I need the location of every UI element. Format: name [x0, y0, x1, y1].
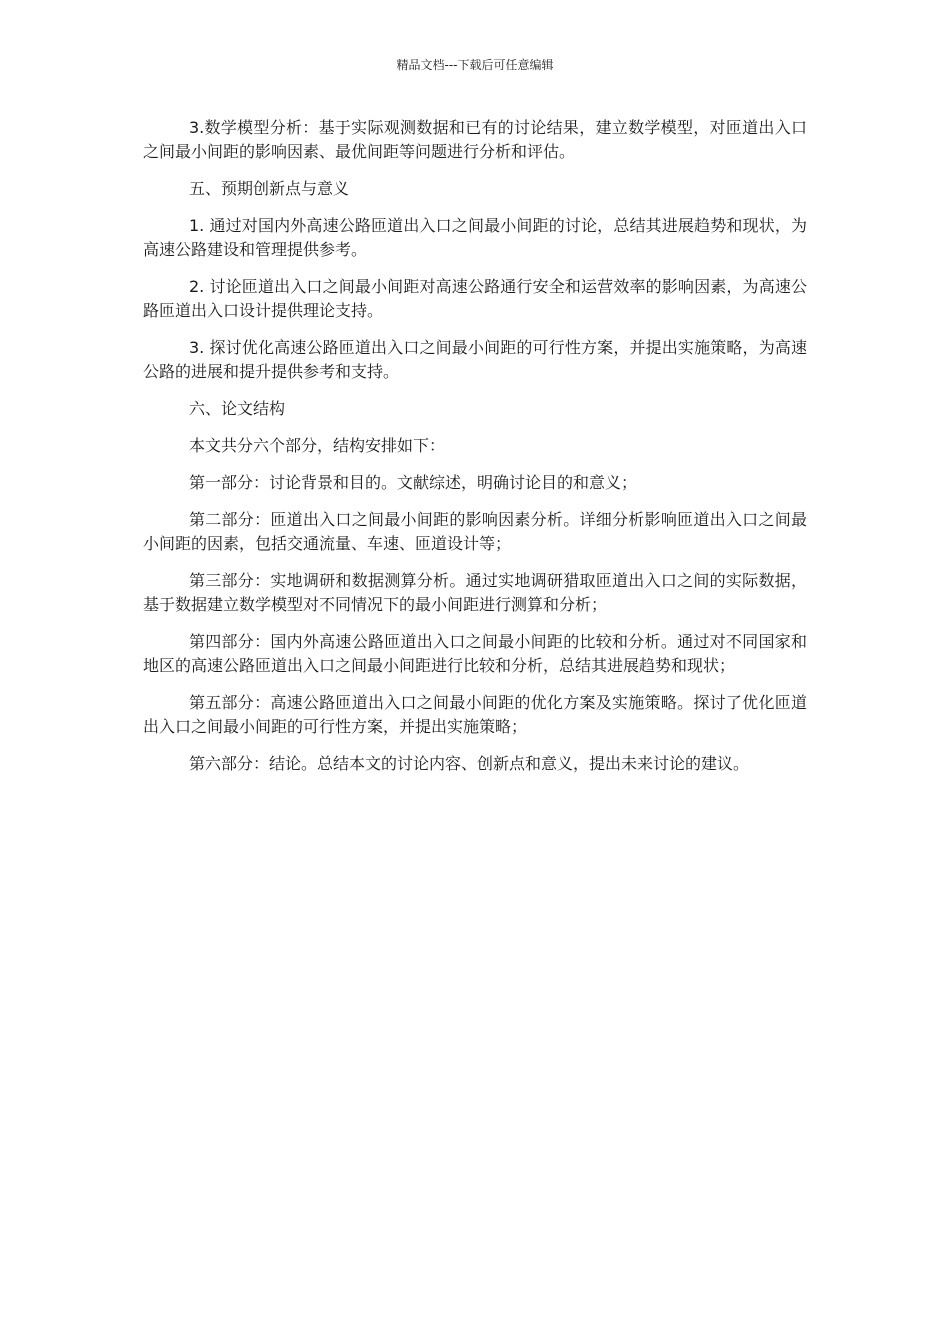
paragraph-part-4: 第四部分：国内外高速公路匝道出入口之间最小间距的比较和分析。通过对不同国家和地区的高速公路匝道出入口之间最小间距进行比较和分析，总结其进展趋势和现状；	[143, 632, 807, 675]
paragraph-innovation-3: 3. 探讨优化高速公路匝道出入口之间最小间距的可行性方案，并提出实施策略，为高速公路的进展和提升提供参考和支持。	[143, 338, 807, 381]
paragraph-part-5: 第五部分：高速公路匝道出入口之间最小间距的优化方案及实施策略。探讨了优化匝道出入口之间最小间距的可行性方案，并提出实施策略；	[143, 693, 807, 736]
paragraph-part-1: 第一部分：讨论背景和目的。文献综述，明确讨论目的和意义；	[189, 473, 638, 492]
paragraph-part-2: 第二部分：匝道出入口之间最小间距的影响因素分析。详细分析影响匝道出入口之间最小间距的因素，包括交通流量、车速、匝道设计等；	[143, 510, 807, 553]
paragraph-part-3: 第三部分：实地调研和数据测算分析。通过实地调研猎取匝道出入口之间的实际数据，基于数据建立数学模型对不同情况下的最小间距进行测算和分析；	[143, 571, 807, 614]
page-header-watermark: 精品文档---下载后可任意编辑	[396, 58, 554, 72]
heading-innovation: 五、预期创新点与意义	[189, 179, 350, 198]
paragraph-innovation-2: 2. 讨论匝道出入口之间最小间距对高速公路通行安全和运营效率的影响因素，为高速公路匝道出入口设计提供理论支持。	[143, 277, 807, 320]
document-body	[143, 116, 807, 789]
paragraph-math-model: 3.数学模型分析：基于实际观测数据和已有的讨论结果，建立数学模型，对匝道出入口之间最小间距的影响因素、最优间距等问题进行分析和评估。	[143, 118, 807, 161]
paragraph-innovation-1: 1. 通过对国内外高速公路匝道出入口之间最小间距的讨论，总结其进展趋势和现状，为高速公路建设和管理提供参考。	[143, 216, 807, 259]
heading-structure: 六、论文结构	[189, 399, 286, 418]
paragraph-structure-intro: 本文共分六个部分，结构安排如下：	[189, 436, 446, 455]
paragraph-part-6: 第六部分：结论。总结本文的讨论内容、创新点和意义，提出未来讨论的建议。	[189, 754, 750, 773]
